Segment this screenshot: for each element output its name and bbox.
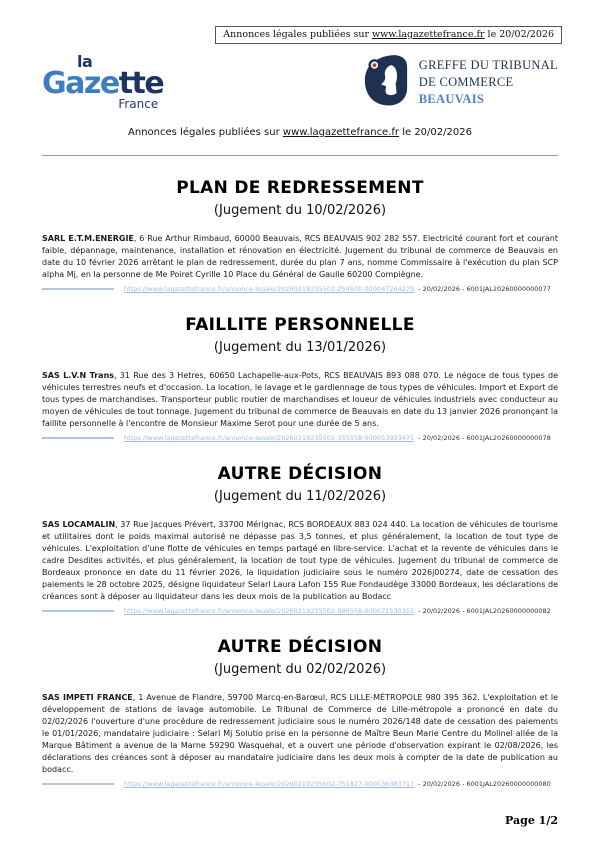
announcement-link-line	[42, 285, 558, 293]
logo-gaze-part: Gaze	[42, 66, 119, 101]
announcement-reference: - 20/02/2026 - 6001JAL20260000000080	[418, 780, 551, 788]
judgment-date: (Jugement du 10/02/2026)	[213, 203, 387, 218]
announcement-text: , 1 Avenue de Flandre, 59700 Marcq-en-Barœul, RCS LILLE-MÉTROPOLE 980 395 362. L'exploitation et le développement de stations de lavage automobile. Le Tribunal de Commerce de Lille-métropole a prononcé en date du 02/02/2026 l'ouverture d'une procédure de redressement judiciaire sous le numéro 2026/148 date de cessation des paiements le 01/01/2026, mandataire judiciaire : Selarl Mj Solutio prise en la personne de Maître Beun Marie Centre du Molinel allée de la Marque Bâtiment a avenue de la Marne 59290 Wasquehal, et a ouvert une période d'observation expirant le 02/08/2026, les déclarations des créances sont à déposer au mandataire judiciaire dans les deux mois à compter de la date de publication au bodacc.	[42, 693, 558, 774]
top-banner	[215, 26, 562, 44]
section-title: FAILLITE PERSONNELLE	[185, 315, 415, 335]
company-name: SAS IMPETI FRANCE	[42, 693, 133, 702]
announcement-reference: - 20/02/2026 - 6001JAL20260000000077	[418, 285, 551, 293]
page-number: Page 1/2	[505, 814, 558, 827]
announcement-url-link[interactable]: https://www.lagazettefrance.fr/annonce-legale/20260219235502-986558-000071530352	[124, 607, 415, 615]
link-bar-divider	[42, 437, 114, 439]
section-title: PLAN DE REDRESSEMENT	[176, 178, 424, 198]
company-name: SAS LOCAMALIN	[42, 520, 116, 529]
judgment-date: (Jugement du 02/02/2026)	[213, 662, 387, 677]
link-bar-divider	[42, 288, 114, 290]
judgment-date: (Jugement du 13/01/2026)	[213, 340, 387, 355]
announcement-section	[42, 637, 558, 788]
logo-gazette-text	[42, 66, 164, 101]
announcement-text: , 31 Rue des 3 Hetres, 60650 Lachapelle-aux-Pots, RCS BEAUVAIS 893 088 070. Le négoce de tous types de véhicules terrestres neufs et d'occasion. La location, le lavage et le gardiennage de tous types de véhicules. Import et Export de tous types de marchandises. Transporteur public routier de marchandises et loueur de véhicules industriels avec conducteur au moyen de véhicules de tout tonnage. Jugement du tribunal de commerce de Beauvais en date du 13 janvier 2026 prononçant la faillite personnelle à l'encontre de Monsieur Maxime Serot pour une durée de 5 ans.	[42, 371, 558, 428]
logo-tte-part: tte	[118, 66, 164, 101]
announcement-body	[42, 233, 558, 281]
section-title: AUTRE DÉCISION	[217, 637, 383, 657]
announcement-body	[42, 370, 558, 430]
gazette-logo	[42, 54, 163, 110]
announcement-section	[42, 464, 558, 615]
logo-france-text: France	[118, 97, 159, 111]
greffe-city: BEAUVAIS	[418, 92, 485, 106]
link-bar-divider	[42, 783, 114, 785]
announcement-body	[42, 692, 558, 776]
subheader-suffix: le 20/02/2026	[399, 127, 472, 138]
marianne-icon	[362, 54, 410, 111]
announcement-url-link[interactable]: https://www.lagazettefrance.fr/annonce-legale/20260219235502-355558-000053933475	[124, 434, 415, 442]
link-bar-divider	[42, 610, 114, 612]
announcement-body	[42, 519, 558, 603]
announcement-text: , 37 Rue Jacques Prévert, 33700 Mérignac, RCS BORDEAUX 883 024 440. La location de véhicules de tourisme et utilitaires dont le poids maximal autorisé ne dépasse pas 3,5 tonnes, et plus généralement, la location de tout type de véhicules. L'exploitation d'une flotte de véhicules en temps partagé en libre-service. L'achat et la revente de véhicules dans le cadre Desdites activités, et plus généralement, la location de tout type de véhicules. Jugement du tribunal de commerce de Bordeaux prononce en date du 11 février 2026, la liquidation judiciaire sous le numéro 2026j00274, date de cessation des paiements le 28 octobre 2025, désigne liquidateur Selarl Laura Lafon 155 Rue Fondaudège 33000 Bordeaux, les déclarations de créances sont à déposer au liquidateur dans les deux mois de la publication au Bodacc	[42, 520, 558, 601]
top-banner-suffix: le 20/02/2026	[484, 29, 554, 40]
subheader-line	[42, 127, 558, 138]
greffe-header	[362, 54, 558, 111]
announcement-link-line	[42, 607, 558, 615]
announcement-url-link[interactable]: https://www.lagazettefrance.fr/annonce-legale/20260219235502-751827-000036383717	[124, 780, 415, 788]
greffe-line2: DE COMMERCE	[418, 75, 514, 89]
company-name: SAS L.V.N Trans	[42, 371, 115, 380]
top-banner-url-link[interactable]: www.lagazettefrance.fr	[372, 29, 485, 40]
page-header	[42, 54, 558, 111]
header-divider	[42, 155, 558, 156]
greffe-line1: GREFFE DU TRIBUNAL	[418, 58, 558, 72]
announcement-url-link[interactable]: https://www.lagazettefrance.fr/annonce-legale/20260219235502-254500-000047264279	[124, 285, 415, 293]
announcement-section	[42, 315, 558, 442]
logo-la-text: la	[77, 52, 93, 71]
section-title: AUTRE DÉCISION	[217, 464, 383, 484]
judgment-date: (Jugement du 11/02/2026)	[213, 489, 387, 504]
announcement-reference: - 20/02/2026 - 6001JAL20260000000078	[418, 434, 551, 442]
company-name: SARL E.T.M.ENERGIE	[42, 234, 134, 243]
subheader-url-link[interactable]: www.lagazettefrance.fr	[282, 127, 400, 138]
announcement-link-line	[42, 434, 558, 442]
announcement-text: , 6 Rue Arthur Rimbaud, 60000 Beauvais, RCS BEAUVAIS 902 282 557. Electricité courant fort et courant faible, dépannage, maintenance, installation et rénovation en électricité. Jugement du tribunal de commerce de Beauvais en date du 10 février 2026 arrêtant le plan de redressement, durée du plan 7 ans, nomme Commissaire à l'exécution du plan SCP alpha Mj, en la personne de Me Poiret Cyrille 10 Place du Général de Gaulle 60200 Compiègne.	[42, 234, 558, 279]
announcement-section	[42, 178, 558, 293]
top-banner-prefix: Annonces légales publiées sur	[223, 29, 373, 40]
announcement-link-line	[42, 780, 558, 788]
announcement-reference: - 20/02/2026 - 6001JAL20260000000082	[418, 607, 551, 615]
subheader-prefix: Annonces légales publiées sur	[128, 127, 283, 138]
greffe-title-block	[419, 57, 558, 108]
